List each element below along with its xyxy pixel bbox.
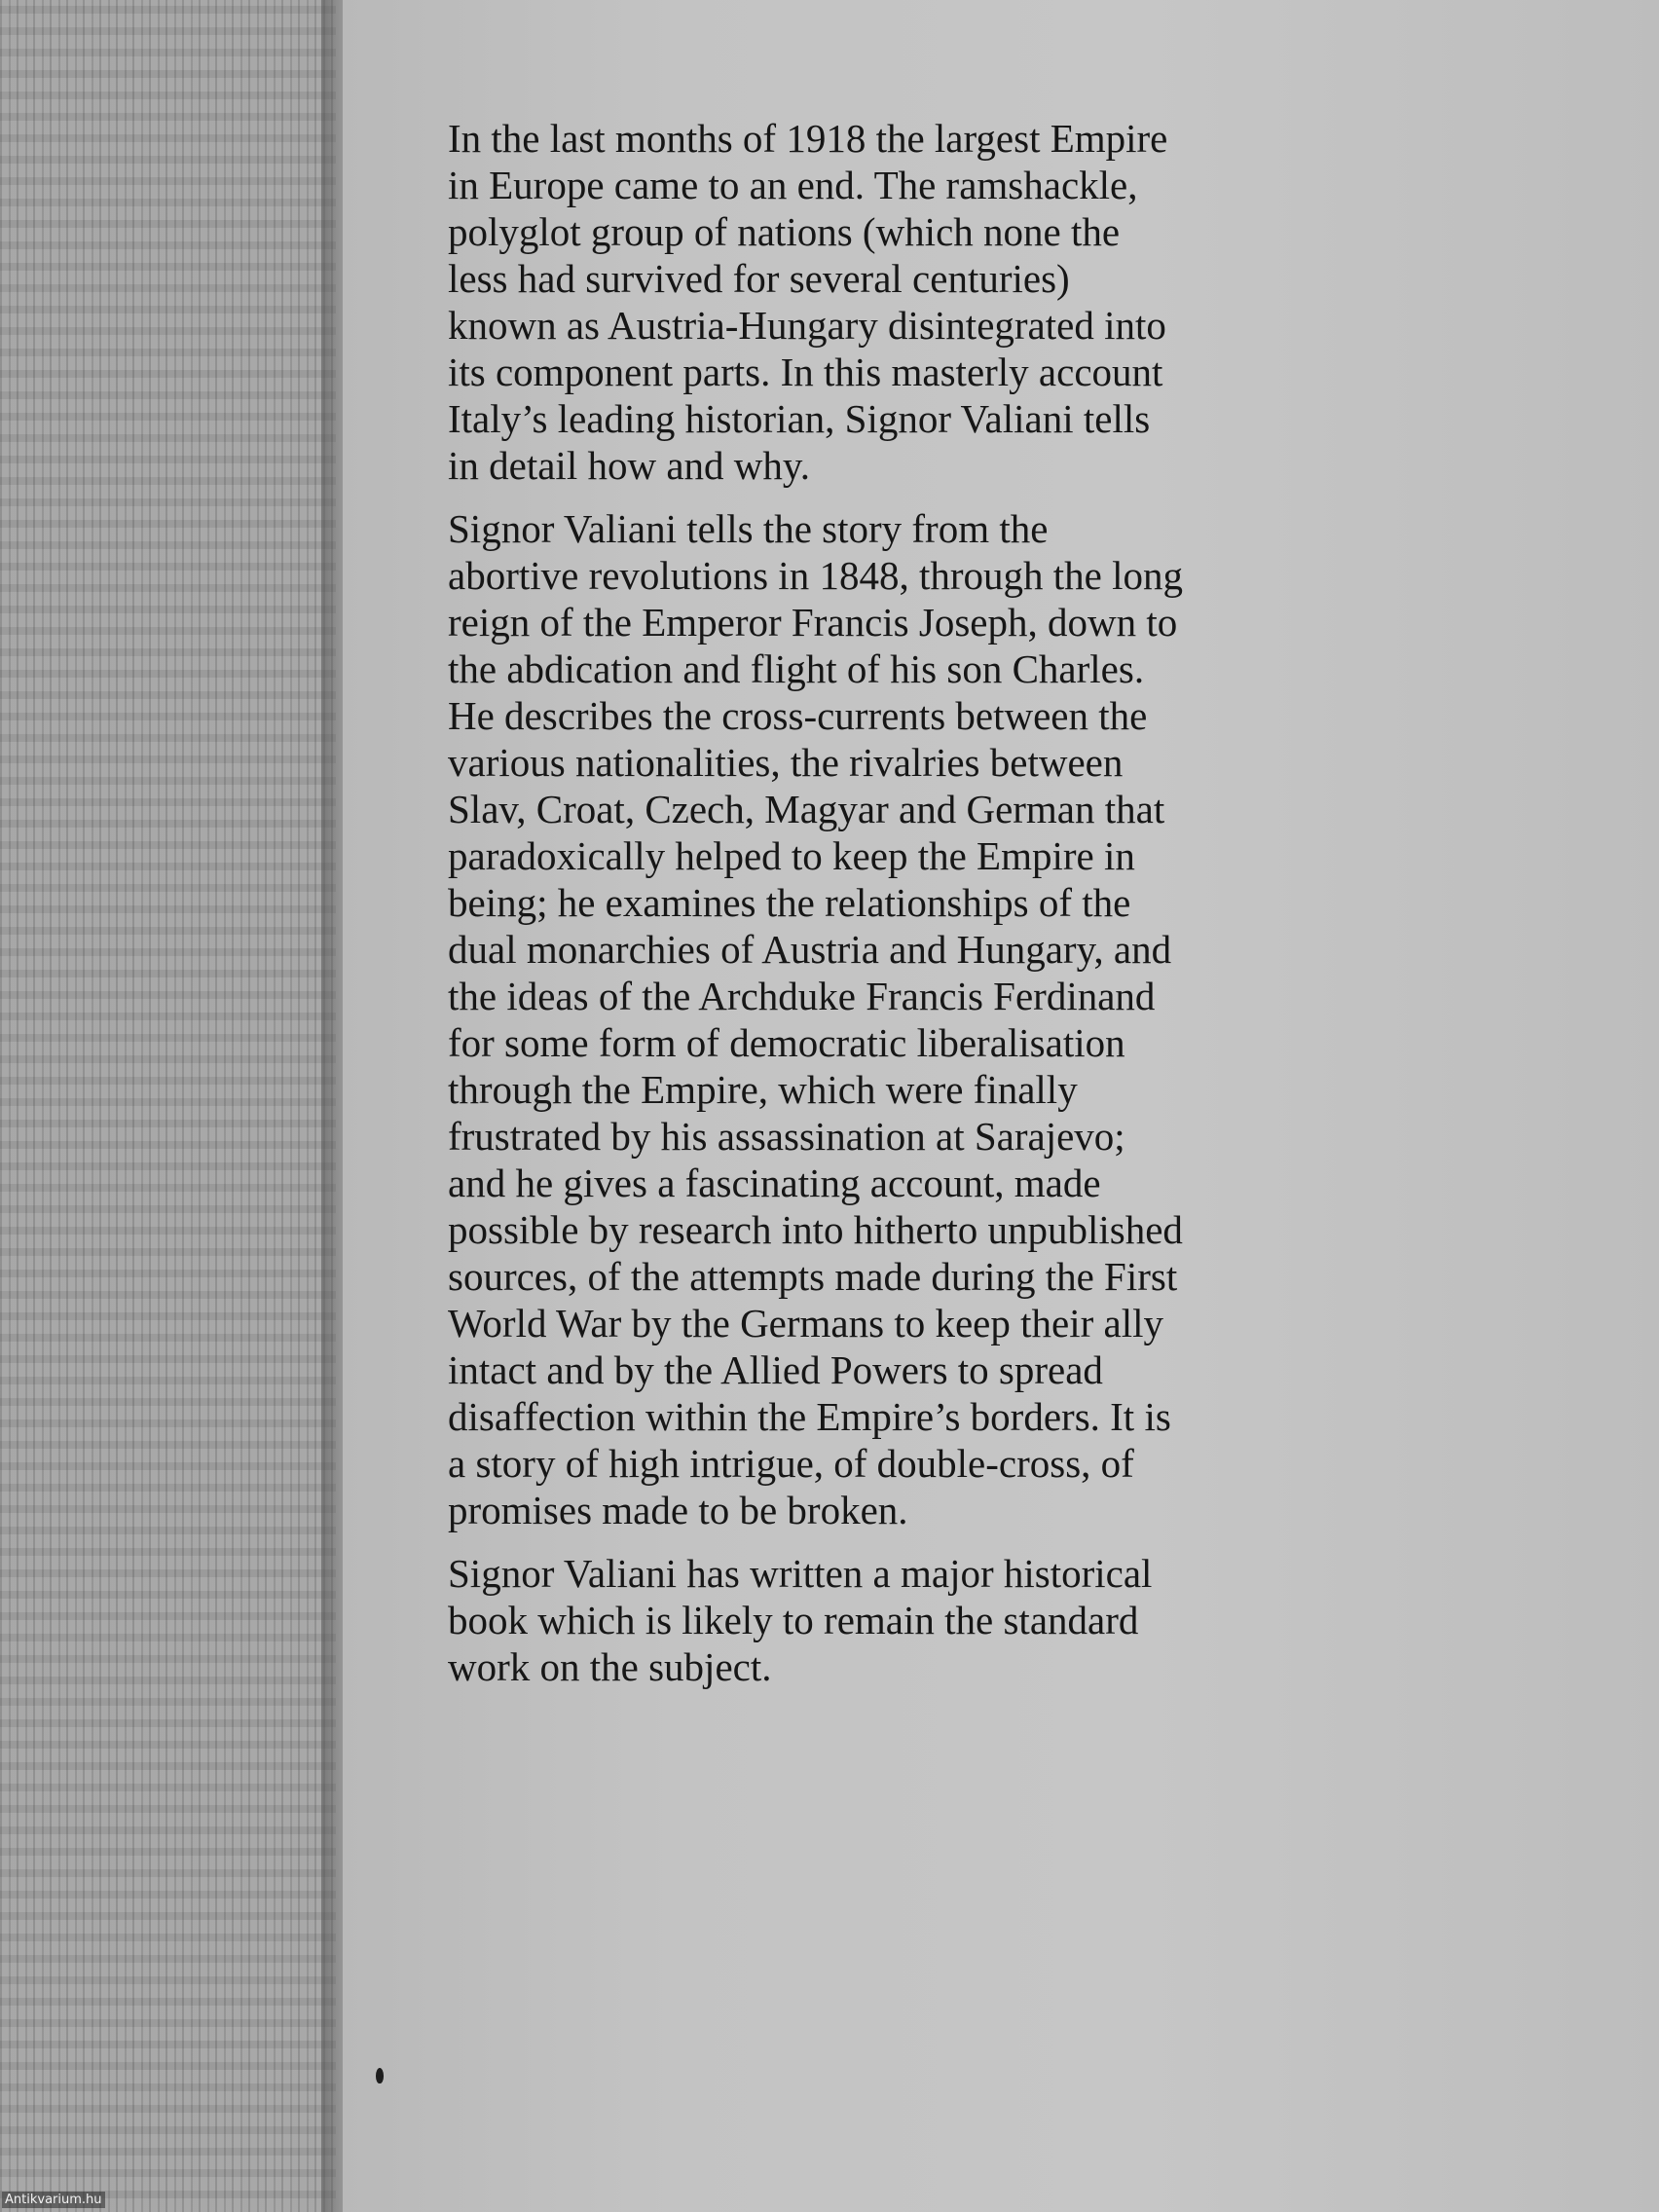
book-spine-cloth [0,0,336,2212]
blurb-paragraph-2: Signor Valiani tells the story from the abortive revolutions in 1848, through the long reign of the Emperor Francis Joseph, down to the abdication and flight of his son Charles. He describes the cross-currents between the various nationalities, the rivalries between Slav, Croat, Czech, Magyar and German that paradoxically helped to keep the Empire in being; he examines the relationships of the dual monarchies of Austria and Hungary, and the ideas of the Archduke Francis Ferdinand for some form of democratic liberalisation through the Empire, which were finally frustrated by his assassination at Sarajevo; and he gives a fascinating account, made possible by research into hitherto unpublished sources, of the attempts made during the First World War by the Germans to keep their ally intact and by the Allied Powers to spread disaffection within the Empire’s borders. It is a story of high intrigue, of double-cross, of promises made to be broken. [448,506,1183,1532]
watermark-label: Antikvarium.hu [2,2192,105,2208]
blurb-paragraph-1: In the last months of 1918 the largest Empire in Europe came to an end. The ramshackle, polyglot group of nations (which none the less had survived for several centuries) known as Austria-Hungary disintegrated into its component parts. In this masterly account Italy’s leading historian, Signor Valiani tells in detail how and why. [448,116,1168,488]
blurb-text [448,115,1188,1707]
ink-speck [376,2068,384,2083]
blurb-paragraph-3: Signor Valiani has written a major historical book which is likely to remain the standard work on the subject. [448,1551,1153,1689]
